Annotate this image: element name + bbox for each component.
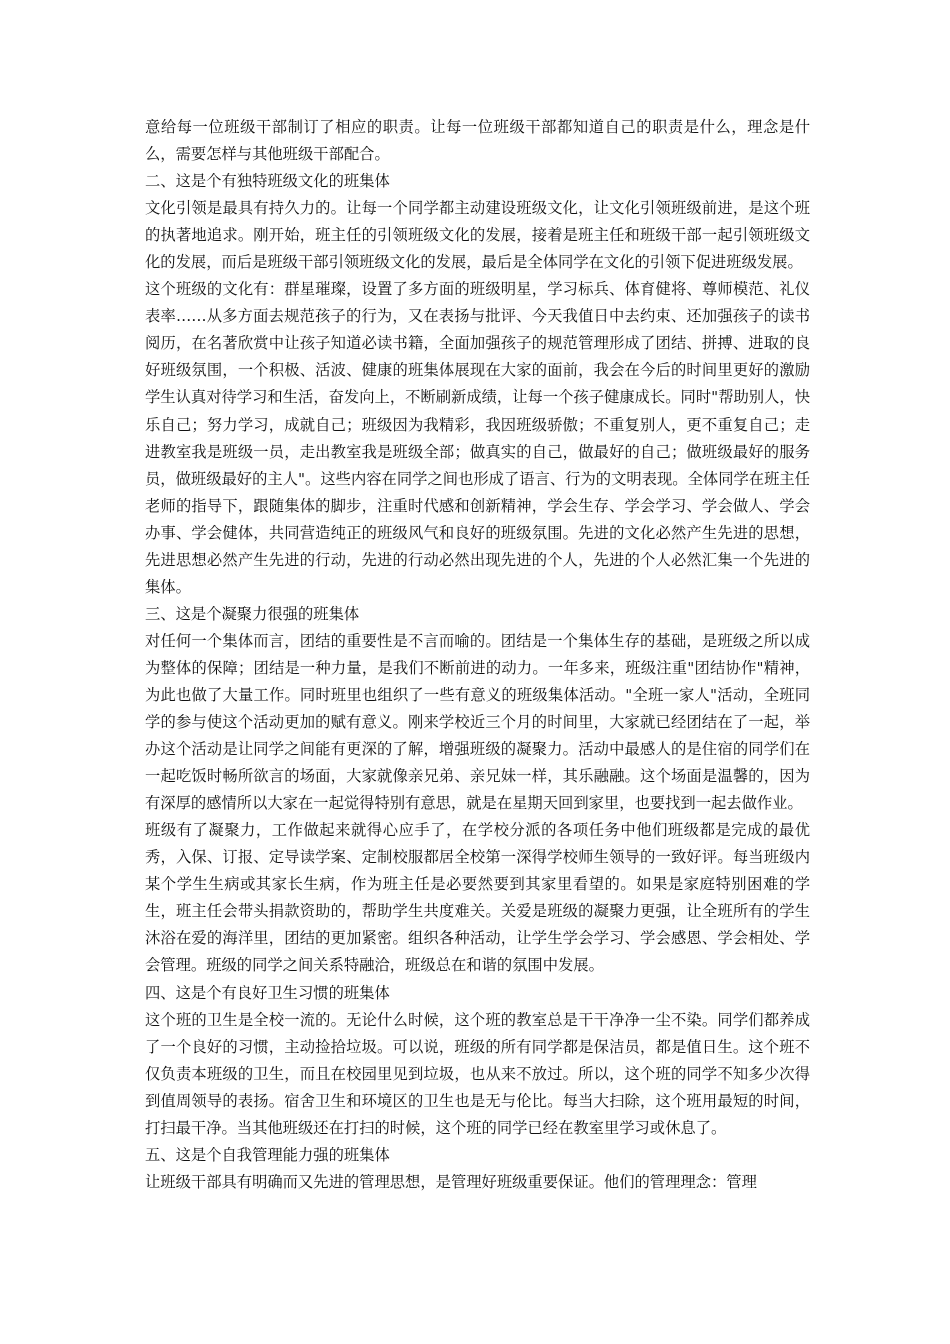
section-heading-class-culture: 二、这是个有独特班级文化的班集体 xyxy=(145,172,390,191)
paragraph-cohesion-work: 班级有了凝聚力，工作做起来就得心应手了，在学校分派的各项任务中他们班级都是完成的最优秀，入保、订报、定导读学案、定制校服都居全校第一深得学校师生领导的一致好评。每当班级内某个学生生病或其家长生病，作为班主任是必要然要到其家里看望的。如果是家庭特别困难的学生，班主任会带头捐款资助的，帮助学生共度难关。关爱是班级的凝聚力更强，让全班所有的学生沐浴在爱的海洋里，团结的更加紧密。组织各种活动，让学生学会学习、学会感恩、学会相处、学会管理。班级的同学之间关系特融洽，班级总在和谐的氛围中发展。 xyxy=(145,821,810,975)
paragraph-culture-leadership: 文化引领是最具有持久力的。让每一个同学都主动建设班级文化，让文化引领班级前进，是这个班的执著地追求。刚开始，班主任的引领班级文化的发展，接着是班主任和班级干部一起引领班级文化的发展，而后是班级干部引领班级文化的发展，最后是全体同学在文化的引领下促进班级发展。 xyxy=(145,199,810,272)
paragraph-hygiene: 这个班的卫生是全校一流的。无论什么时候，这个班的教室总是干干净净一尘不染。同学们都养成了一个良好的习惯，主动捡拾垃圾。可以说，班级的所有同学都是保洁员，都是值日生。这个班不仅负责本班级的卫生，而且在校园里见到垃圾，也从来不放过。所以，这个班的同学不知多少次得到值周领导的表扬。宿舍卫生和环境区的卫生也是无与伦比。每当大扫除，这个班用最短的时间，打扫最干净。当其他班级还在打扫的时候，这个班的同学已经在教室里学习或休息了。 xyxy=(145,1010,810,1137)
document-body xyxy=(145,114,810,1196)
paragraph-class-culture: 这个班级的文化有：群星璀璨，设置了多方面的班级明星，学习标兵、体育健将、尊师模范、礼仪表率……从多方面去规范孩子的行为，又在表扬与批评、今天我值日中去约束、还加强孩子的读书阅历，在名著欣赏中让孩子知道必读书籍，全面加强孩子的规范管理形成了团结、拼搏、进取的良好班级氛围，一个积极、活波、健康的班集体展现在大家的面前，我会在今后的时间里更好的激励学生认真对待学习和生活，奋发向上，不断刷新成绩，让每一个孩子健康成长。同时"帮助别人，快乐自己；努力学习，成就自己；班级因为我精彩，我因班级骄傲；不重复别人，更不重复自己；走进教室我是班级一员，走出教室我是班级全部；做真实的自己，做最好的自己；做班级最好的服务员，做班级最好的主人"。这些内容在同学之间也形成了语言、行为的文明表现。全体同学在班主任老师的指导下，跟随集体的脚步，注重时代感和创新精神，学会生存、学会学习、学会做人、学会办事、学会健体，共同营造纯正的班级风气和良好的班级氛围。先进的文化必然产生先进的思想，先进思想必然产生先进的行动，先进的行动必然出现先进的个人，先进的个人必然汇集一个先进的集体。 xyxy=(145,280,810,596)
paragraph-management: 让班级干部具有明确而又先进的管理思想，是管理好班级重要保证。他们的管理理念：管理 xyxy=(145,1172,757,1191)
paragraph-duties: 意给每一位班级干部制订了相应的职责。让每一位班级干部都知道自己的职责是什么，理念是什么，需要怎样与其他班级干部配合。 xyxy=(145,118,810,164)
section-heading-hygiene: 四、这是个有良好卫生习惯的班集体 xyxy=(145,983,390,1002)
section-heading-cohesion: 三、这是个凝聚力很强的班集体 xyxy=(145,604,360,623)
paragraph-unity: 对任何一个集体而言，团结的重要性是不言而喻的。团结是一个集体生存的基础，是班级之所以成为整体的保障；团结是一种力量，是我们不断前进的动力。一年多来，班级注重"团结协作"精神，为此也做了大量工作。同时班里也组织了一些有意义的班级集体活动。"全班一家人"活动，全班同学的参与使这个活动更加的赋有意义。刚来学校近三个月的时间里，大家就已经团结在了一起，举办这个活动是让同学之间能有更深的了解，增强班级的凝聚力。活动中最感人的是住宿的同学们在一起吃饭时畅所欲言的场面，大家就像亲兄弟、亲兄妹一样，其乐融融。这个场面是温馨的，因为有深厚的感情所以大家在一起觉得特别有意思，就是在星期天回到家里，也要找到一起去做作业。 xyxy=(145,631,810,813)
section-heading-self-management: 五、这是个自我管理能力强的班集体 xyxy=(145,1145,390,1164)
